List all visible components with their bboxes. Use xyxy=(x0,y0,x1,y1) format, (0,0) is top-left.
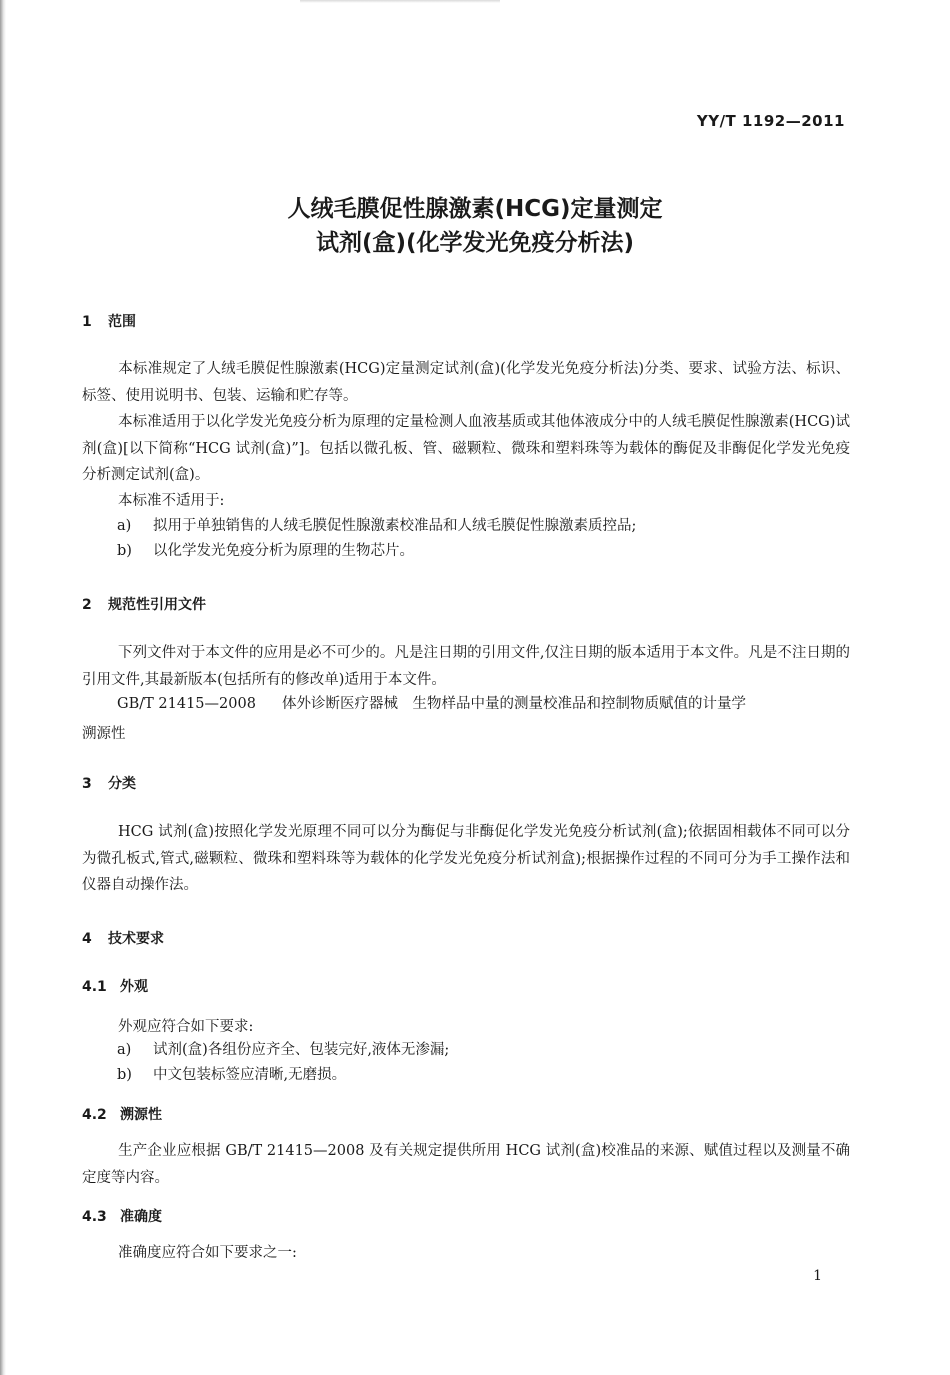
section-1-paragraph-1 xyxy=(82,356,850,409)
standard-code: YY/T 1192—2011 xyxy=(696,112,845,130)
document-title xyxy=(0,192,950,260)
section-2-paragraph-1 xyxy=(82,640,850,693)
section-title: 规范性引用文件 xyxy=(108,597,206,613)
paragraph-text: 生产企业应根据 GB/T 21415—2008 及有关规定提供所用 HCG 试剂(盒)校准品的来源、赋值过程以及测量不确定度等内容。 xyxy=(82,1143,850,1186)
section-4-heading xyxy=(82,928,164,948)
section-1-heading xyxy=(82,311,136,331)
section-title: 分类 xyxy=(108,776,136,792)
section-number: 3 xyxy=(82,776,92,792)
title-line-2: 试剂(盒)(化学发光免疫分析法) xyxy=(315,230,635,256)
section-number: 4.1 xyxy=(82,979,107,995)
paragraph-text: 本标准适用于以化学发光免疫分析为原理的定量检测人血液基质或其他体液成分中的人绒毛膜促性腺激素(HCG)试剂(盒)[以下简称“HCG 试剂(盒)”]。包括以微孔板、管、磁颗粒、微珠和塑料珠等为载体的酶促及非酶促化学发光免疫分析测定试剂(盒)。 xyxy=(82,414,850,484)
paragraph-text: 本标准不适用于: xyxy=(118,493,225,509)
list-marker: b) xyxy=(117,1067,132,1083)
section-4-3-heading xyxy=(82,1206,162,1226)
section-4-3-paragraph-1 xyxy=(82,1240,850,1267)
section-3-heading xyxy=(82,773,136,793)
page-number: 1 xyxy=(813,1268,822,1284)
list-marker: a) xyxy=(117,1042,132,1058)
title-line-1: 人绒毛膜促性腺激素(HCG)定量测定 xyxy=(287,196,663,222)
section-number: 1 xyxy=(82,314,92,330)
list-text: 试剂(盒)各组份应齐全、包装完好,液体无渗漏; xyxy=(153,1042,450,1058)
list-item xyxy=(117,513,636,540)
section-title: 范围 xyxy=(108,314,136,330)
section-number: 4.3 xyxy=(82,1209,107,1225)
paragraph-text: 本标准规定了人绒毛膜促性腺激素(HCG)定量测定试剂(盒)(化学发光免疫分析法)分类、要求、试验方法、标识、标签、使用说明书、包装、运输和贮存等。 xyxy=(82,361,850,404)
paragraph-text: 准确度应符合如下要求之一: xyxy=(118,1245,297,1261)
paragraph-text: HCG 试剂(盒)按照化学发光原理不同可以分为酶促与非酶促化学发光免疫分析试剂(盒);依据固相载体不同可以分为微孔板式,管式,磁颗粒、微珠和塑料珠等为载体的化学发光免疫分析试剂盒);根据操作过程的不同可分为手工操作法和仪器自动操作法。 xyxy=(82,824,850,894)
section-1-paragraph-3 xyxy=(82,488,850,515)
reference-code: GB/T 21415—2008 xyxy=(117,696,256,712)
section-4-2-paragraph-1 xyxy=(82,1138,850,1191)
list-item xyxy=(117,1037,449,1064)
paragraph-text: 外观应符合如下要求: xyxy=(118,1019,254,1035)
section-1-paragraph-2 xyxy=(82,409,850,489)
reference-title: 体外诊断医疗器械 生物样品中量的测量校准品和控制物质赋值的计量学 xyxy=(282,696,746,712)
list-text: 拟用于单独销售的人绒毛膜促性腺激素校准品和人绒毛膜促性腺激素质控品; xyxy=(153,518,637,534)
section-title: 技术要求 xyxy=(108,931,164,947)
list-item xyxy=(117,538,414,565)
section-4-1-heading xyxy=(82,976,148,996)
section-number: 4 xyxy=(82,931,92,947)
section-title: 准确度 xyxy=(120,1209,162,1225)
reference-title-continuation: 溯源性 xyxy=(82,726,126,742)
section-2-heading xyxy=(82,594,206,614)
section-title: 溯源性 xyxy=(120,1107,162,1123)
paragraph-text: 下列文件对于本文件的应用是必不可少的。凡是注日期的引用文件,仅注日期的版本适用于本文件。凡是不注日期的引用文件,其最新版本(包括所有的修改单)适用于本文件。 xyxy=(82,645,850,688)
list-item xyxy=(117,1062,346,1089)
list-marker: b) xyxy=(117,543,132,559)
section-3-paragraph-1 xyxy=(82,819,850,899)
scan-shadow-top xyxy=(300,0,500,3)
section-number: 4.2 xyxy=(82,1107,107,1123)
section-title: 外观 xyxy=(120,979,148,995)
list-marker: a) xyxy=(117,518,132,534)
normative-reference xyxy=(117,691,850,718)
section-number: 2 xyxy=(82,597,92,613)
section-4-2-heading xyxy=(82,1104,162,1124)
list-text: 以化学发光免疫分析为原理的生物芯片。 xyxy=(153,543,414,559)
list-text: 中文包装标签应清晰,无磨损。 xyxy=(153,1067,347,1083)
